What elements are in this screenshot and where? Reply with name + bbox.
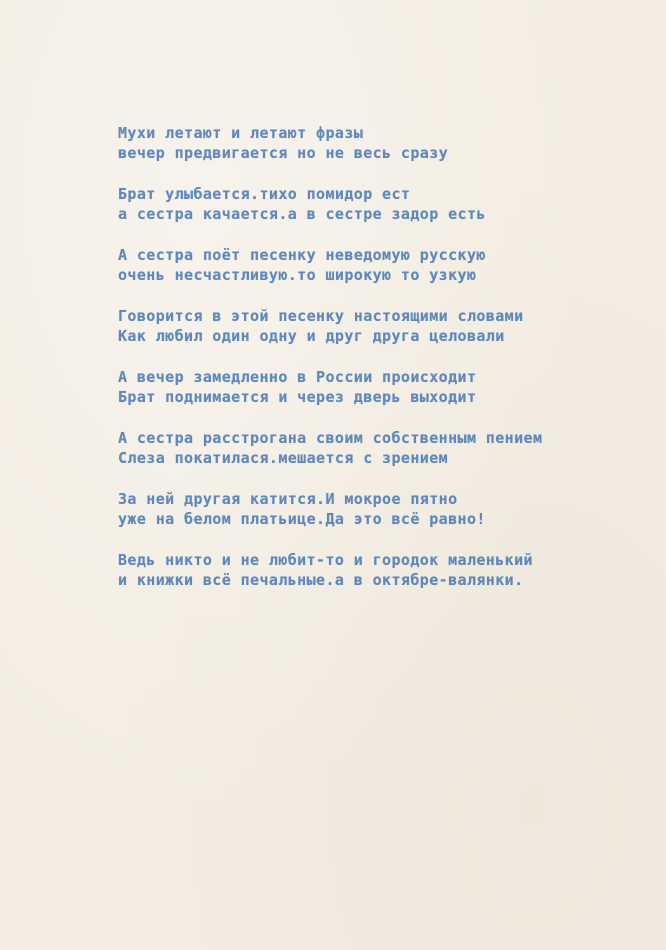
stanza-8 [118, 551, 648, 590]
poem-line: а сестра качается.а в сестре задор есть [118, 204, 486, 223]
stanza-7 [118, 490, 648, 529]
poem-line: Слеза покатилася.мешается с зрением [118, 448, 449, 467]
stanza-4 [118, 307, 648, 346]
poem [118, 124, 648, 612]
poem-line: и книжки всё печальные.а в октябре-валянки. [118, 570, 524, 589]
poem-line: Говорится в этой песенку настоящими словами [118, 307, 524, 325]
poem-line: За ней другая катится.И мокрое пятно [118, 490, 458, 508]
poem-line: Брат поднимается и через дверь выходит [118, 387, 477, 406]
poem-line: Как любил один одну и друг друга целовали [118, 326, 505, 345]
poem-line: уже на белом платьице.Да это всё равно! [118, 509, 486, 528]
stanza-2 [118, 185, 648, 224]
stanza-5 [118, 368, 648, 407]
poem-line: А сестра поёт песенку неведомую русскую [118, 246, 486, 264]
stanza-3 [118, 246, 648, 285]
poem-line: А сестра расстрогана своим собственным пением [118, 429, 543, 447]
poem-line: А вечер замедленно в России происходит [118, 368, 477, 386]
stanza-6 [118, 429, 648, 468]
stanza-1 [118, 124, 648, 163]
poem-line: вечер предвигается но не весь сразу [118, 143, 449, 162]
poem-line: очень несчастливую.то широкую то узкую [118, 265, 477, 284]
poem-line: Ведь никто и не любит-то и городок маленький [118, 551, 533, 569]
poem-line: Мухи летают и летают фразы [118, 124, 364, 142]
poem-line: Брат улыбается.тихо помидор ест [118, 185, 411, 203]
